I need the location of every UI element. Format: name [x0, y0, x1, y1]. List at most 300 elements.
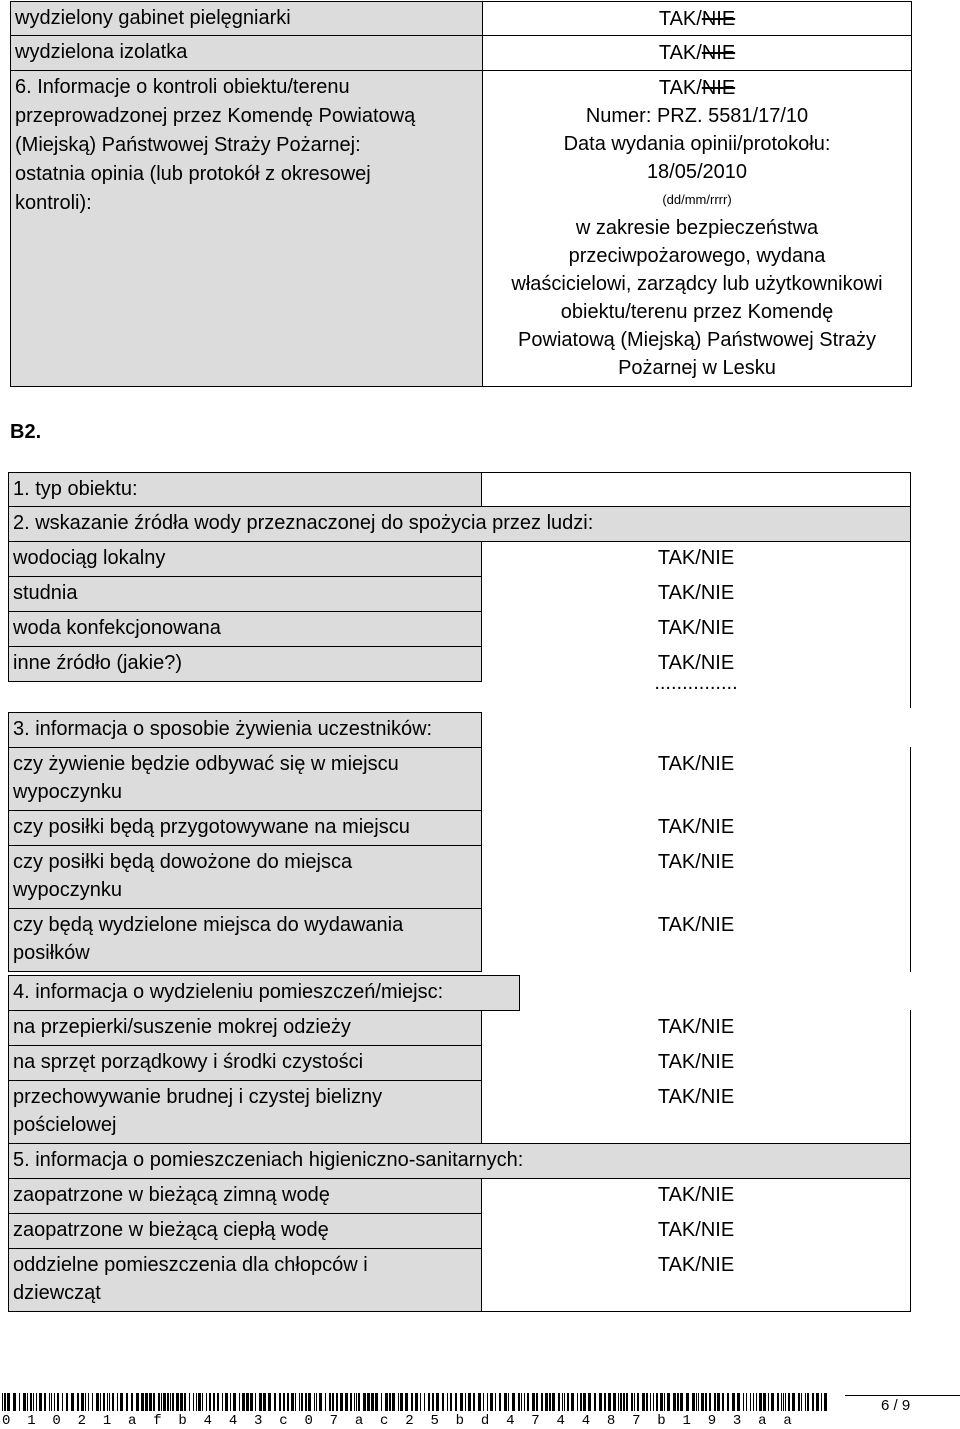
barcode-bar	[209, 1393, 211, 1411]
barcode-bar	[552, 1393, 555, 1411]
barcode-bar	[680, 1393, 683, 1411]
barcode-bar	[336, 1393, 338, 1411]
label-line: czy będą wydzielone miejsca do wydawania	[13, 914, 404, 936]
barcode-bar	[356, 1393, 357, 1411]
object-type-label-cell	[8, 472, 482, 507]
rooms-label: na przepierki/suszenie mokrej odzieży	[13, 1016, 351, 1038]
water-value: TAK/NIE	[657, 617, 735, 639]
barcode-bar	[436, 1393, 439, 1411]
feeding-value-cell	[481, 747, 911, 811]
water-label-cell	[8, 646, 482, 682]
water-label: wodociąg lokalny	[13, 547, 166, 569]
barcode-bar	[637, 1393, 639, 1411]
sanitary-value-cell	[481, 1248, 911, 1312]
rooms-label	[9, 1081, 481, 1139]
feeding-label	[9, 846, 481, 904]
barcode-bar	[499, 1393, 501, 1411]
rooms-value-cell	[481, 1010, 911, 1046]
label-line: posiłków	[13, 942, 90, 964]
scope-line: Powiatową (Miejską) Państwowej Straży	[518, 329, 876, 351]
barcode-bar	[771, 1393, 774, 1411]
barcode-bar	[673, 1393, 676, 1411]
value-column-border	[910, 1178, 911, 1312]
sanitary-label: zaopatrzone w bieżącą zimną wodę	[13, 1184, 330, 1206]
barcode-bar	[692, 1393, 695, 1411]
barcode-bar	[750, 1393, 751, 1411]
rooms-value: TAK/NIE	[657, 1086, 735, 1108]
barcode-bar	[714, 1393, 716, 1411]
water-value-cell	[481, 541, 911, 577]
barcode-bar	[701, 1393, 704, 1411]
barcode-bar	[562, 1393, 563, 1411]
barcode-bar	[698, 1393, 699, 1411]
barcode-bar	[518, 1393, 520, 1411]
barcode-bar	[705, 1393, 707, 1411]
inspection-date: 18/05/2010	[646, 161, 748, 183]
water-label: studnia	[13, 582, 78, 604]
barcode-bar	[677, 1393, 679, 1411]
water-value: TAK/NIE	[657, 652, 735, 674]
rooms-label-cell	[8, 1045, 482, 1081]
barcode-bar	[39, 1393, 42, 1411]
barcode-bar	[92, 1393, 93, 1411]
rooms-value-cell	[481, 1045, 911, 1081]
barcode-bar	[329, 1393, 331, 1411]
feeding-heading: 3. informacja o sposobie żywienia uczestników:	[13, 718, 433, 740]
barcode-bar	[759, 1393, 762, 1411]
water-heading: 2. wskazanie źródła wody przeznaczonej do spożycia przez ludzi:	[13, 512, 594, 534]
row-label-cell	[10, 1, 483, 36]
barcode-bar	[367, 1393, 370, 1411]
sanitary-value-cell	[481, 1178, 911, 1214]
barcode-bar	[527, 1393, 529, 1411]
barcode-bar	[717, 1393, 720, 1411]
barcode-bar	[571, 1393, 574, 1411]
sanitary-value: TAK/NIE	[657, 1254, 735, 1276]
inspection-date-label: Data wydania opinii/protokołu:	[563, 133, 831, 155]
value-column-border	[910, 1010, 911, 1144]
barcode-bar	[608, 1393, 611, 1411]
barcode-bar	[345, 1393, 348, 1411]
label-line: pościelowej	[13, 1114, 117, 1136]
barcode-bar	[381, 1393, 382, 1411]
barcode-bar	[291, 1393, 294, 1411]
row-label: wydzielona izolatka	[15, 41, 188, 63]
barcode-bar	[109, 1393, 110, 1411]
barcode-bar	[100, 1393, 101, 1411]
barcode-bar	[136, 1393, 139, 1411]
barcode-bar	[732, 1393, 735, 1411]
scope-line: przeciwpożarowego, wydana	[568, 245, 826, 267]
barcode-bar	[54, 1393, 55, 1411]
barcode-bar	[660, 1393, 663, 1411]
barcode-bar	[389, 1393, 391, 1411]
value-yes: TAK/	[658, 42, 702, 64]
value-column-border	[910, 747, 911, 972]
inspection-label-cell	[10, 70, 483, 387]
value-no-struck: NIE	[701, 42, 736, 64]
barcode-bar	[805, 1393, 806, 1411]
barcode-bar	[217, 1393, 219, 1411]
barcode-bar	[756, 1393, 757, 1411]
barcode-bar	[193, 1393, 194, 1411]
feeding-label	[9, 748, 481, 806]
barcode-bar	[233, 1393, 236, 1411]
barcode-bar	[599, 1393, 602, 1411]
barcode-bar	[202, 1393, 203, 1411]
barcode-bar	[487, 1393, 488, 1411]
barcode-bar	[36, 1393, 37, 1411]
barcode-bar	[442, 1393, 444, 1411]
barcode-bar	[642, 1393, 645, 1411]
barcode-bar	[709, 1393, 711, 1411]
barcode-bar	[532, 1393, 535, 1411]
barcode-bar	[371, 1393, 374, 1411]
barcode-bar	[512, 1393, 515, 1411]
barcode-bar	[19, 1393, 20, 1411]
barcode-bar	[145, 1393, 148, 1411]
barcode-bar	[653, 1393, 654, 1411]
barcode-bar	[161, 1393, 162, 1411]
label-line: wypoczynku	[13, 879, 122, 901]
sanitary-value: TAK/NIE	[657, 1184, 735, 1206]
barcode-bar	[184, 1393, 186, 1411]
row-value	[483, 36, 911, 67]
barcode-bar	[411, 1393, 413, 1411]
barcode-bar	[49, 1393, 50, 1411]
label-line: (Miejską) Państwowej Straży Pożarnej:	[15, 134, 361, 156]
barcode-bar	[405, 1393, 408, 1411]
water-value: TAK/NIE	[657, 582, 735, 604]
row-value-cell	[482, 35, 912, 71]
barcode-bar	[85, 1393, 86, 1411]
rooms-heading-cell	[8, 975, 520, 1011]
section-heading-b2: B2.	[10, 421, 42, 443]
barcode-bar	[51, 1393, 52, 1411]
barcode-bar	[650, 1393, 651, 1411]
sanitary-label-cell	[8, 1248, 482, 1312]
water-value: TAK/NIE	[657, 547, 735, 569]
barcode-bar	[7, 1393, 10, 1411]
barcode-bar	[524, 1393, 525, 1411]
barcode-bar	[656, 1393, 658, 1411]
barcode-bar	[2, 1393, 3, 1411]
barcode-bar	[242, 1393, 245, 1411]
label-line: przechowywanie brudnej i czystej bielizny	[13, 1086, 383, 1108]
barcode-bar	[686, 1393, 689, 1411]
barcode-bar	[743, 1393, 744, 1411]
row-label: wydzielony gabinet pielęgniarki	[15, 7, 291, 29]
barcode-bar	[77, 1393, 79, 1411]
barcode-bar	[375, 1393, 378, 1411]
barcode-bar	[604, 1393, 606, 1411]
feeding-label	[9, 909, 481, 967]
barcode-bar	[564, 1393, 565, 1411]
sanitary-label: zaopatrzone w bieżącą ciepłą wodę	[13, 1219, 329, 1241]
rooms-label-cell	[8, 1010, 482, 1046]
barcode-bar	[189, 1393, 190, 1411]
barcode-bar	[415, 1393, 418, 1411]
barcode-bar	[577, 1393, 578, 1411]
barcode-bar	[120, 1393, 123, 1411]
feeding-label-cell	[8, 845, 482, 909]
feeding-label: czy posiłki będą przygotowywane na miejscu	[13, 816, 410, 838]
barcode-bar	[521, 1393, 522, 1411]
water-label-cell	[8, 541, 482, 577]
barcode-bar	[473, 1393, 475, 1411]
barcode-bar	[812, 1393, 814, 1411]
feeding-value: TAK/NIE	[657, 914, 735, 936]
barcode-bar	[824, 1393, 827, 1411]
barcode-bar	[96, 1393, 99, 1411]
barcode-bar	[81, 1393, 84, 1411]
barcode-bar	[259, 1393, 262, 1411]
barcode-bar	[340, 1393, 343, 1411]
barcode-bar	[588, 1393, 591, 1411]
value-column-border	[910, 541, 911, 708]
barcode-bar	[196, 1393, 197, 1411]
barcode-bar	[549, 1393, 551, 1411]
feeding-value: TAK/NIE	[657, 851, 735, 873]
barcode-bar	[23, 1393, 26, 1411]
barcode-bar	[763, 1393, 766, 1411]
barcode-bar	[450, 1393, 452, 1411]
inspection-yes-no	[483, 71, 911, 102]
sanitary-label-cell	[8, 1178, 482, 1214]
barcode-bar	[246, 1393, 249, 1411]
barcode-bar	[447, 1393, 448, 1411]
barcode-bar	[646, 1393, 648, 1411]
barcode-bar	[821, 1393, 822, 1411]
barcode-bar	[57, 1393, 59, 1411]
water-value-cell	[481, 576, 911, 612]
feeding-value-cell	[481, 908, 911, 972]
barcode-bar	[777, 1393, 779, 1411]
barcode-bar	[424, 1393, 425, 1411]
barcode-bar	[301, 1393, 303, 1411]
feeding-heading-cell	[8, 712, 482, 748]
label-line: ostatnia opinia (lub protokół z okresowej	[15, 163, 371, 185]
barcode-bar	[460, 1393, 463, 1411]
barcode-bar	[250, 1393, 253, 1411]
water-value-cell	[481, 611, 911, 647]
barcode-bar	[788, 1393, 790, 1411]
label-line: czy żywienie będzie odbywać się w miejscu	[13, 753, 399, 775]
barcode-bar	[33, 1393, 34, 1411]
label-line: oddzielne pomieszczenia dla chłopców i	[13, 1254, 368, 1276]
barcode-bar	[785, 1393, 786, 1411]
barcode-bar	[180, 1393, 183, 1411]
barcode-bar	[620, 1393, 622, 1411]
object-type-value-cell	[481, 472, 911, 507]
label-line: dziewcząt	[13, 1282, 101, 1304]
sanitary-heading: 5. informacja o pomieszczeniach higieniczno-sanitarnych:	[13, 1149, 524, 1171]
barcode-bar	[153, 1393, 155, 1411]
barcode-bar	[126, 1393, 128, 1411]
barcode-bar	[27, 1393, 28, 1411]
barcode-bar	[308, 1393, 311, 1411]
barcode-bar	[483, 1393, 484, 1411]
barcode-bar	[792, 1393, 795, 1411]
value-yes: TAK/	[658, 77, 702, 99]
barcode-bar	[508, 1393, 509, 1411]
barcode-bar	[283, 1393, 285, 1411]
feeding-value: TAK/NIE	[657, 816, 735, 838]
table-bottom-border	[481, 1311, 911, 1312]
barcode-bar	[71, 1393, 74, 1411]
barcode-bar	[783, 1393, 784, 1411]
barcode-bar	[158, 1393, 160, 1411]
row-value	[483, 2, 911, 33]
barcode-bar	[768, 1393, 769, 1411]
rooms-heading: 4. informacja o wydzieleniu pomieszczeń/miejsc:	[13, 981, 444, 1003]
barcode-bar	[816, 1393, 819, 1411]
barcode-bar	[176, 1393, 179, 1411]
barcode-bar	[62, 1393, 63, 1411]
feeding-label-cell	[8, 908, 482, 972]
rooms-value-cell	[481, 1080, 911, 1144]
feeding-value: TAK/NIE	[657, 753, 735, 775]
barcode-bar	[332, 1393, 334, 1411]
sanitary-label-cell	[8, 1213, 482, 1249]
barcode-bar	[170, 1393, 171, 1411]
barcode-bar	[131, 1393, 133, 1411]
barcode-bar	[263, 1393, 266, 1411]
barcode-bar	[66, 1393, 68, 1411]
barcode-bar	[117, 1393, 118, 1411]
page-number: 6 / 9	[881, 1397, 911, 1414]
barcode-bar	[103, 1393, 105, 1411]
barcode-bar	[350, 1393, 352, 1411]
barcode-bar	[88, 1393, 89, 1411]
barcode-bar	[287, 1393, 289, 1411]
scope-line: w zakresie bezpieczeństwa	[575, 217, 819, 239]
barcode-bar	[455, 1393, 457, 1411]
water-label: inne źródło (jakie?)	[13, 652, 182, 674]
barcode-bar	[613, 1393, 616, 1411]
barcode-bar	[316, 1393, 317, 1411]
barcode-bar	[149, 1393, 152, 1411]
inspection-date-format: (dd/mm/rrrr)	[662, 192, 732, 207]
barcode-bar	[44, 1393, 46, 1411]
barcode-bar	[580, 1393, 582, 1411]
value-yes: TAK/	[658, 8, 702, 30]
label-line: wypoczynku	[13, 781, 122, 803]
feeding-value-cell	[481, 845, 911, 909]
scope-line: właścicielowi, zarządcy lub użytkownikowi	[511, 273, 883, 295]
barcode-bar	[495, 1393, 496, 1411]
label-line: przeprowadzonej przez Komendę Powiatową	[15, 105, 416, 127]
label-line: 6. Informacje o kontroli obiektu/terenu	[15, 76, 350, 98]
barcode-bar	[319, 1393, 322, 1411]
label-line: czy posiłki będą dowożone do miejsca	[13, 851, 353, 873]
inspection-value-cell	[482, 70, 912, 387]
inspection-scope	[483, 214, 911, 382]
water-label-cell	[8, 576, 482, 612]
barcode-bar	[274, 1393, 276, 1411]
barcode-bar	[420, 1393, 421, 1411]
barcode-bar	[222, 1393, 223, 1411]
barcode-bar	[325, 1393, 326, 1411]
row-value-cell	[482, 1, 912, 36]
barcode-bar	[392, 1393, 395, 1411]
barcode-bar	[468, 1393, 471, 1411]
feeding-label-cell	[8, 747, 482, 811]
barcode-bar	[746, 1393, 747, 1411]
barcode-bar	[30, 1393, 32, 1411]
sanitary-heading-cell	[8, 1143, 911, 1179]
scope-line: obiektu/terenu przez Komendę	[560, 301, 834, 323]
rooms-value: TAK/NIE	[657, 1016, 735, 1038]
barcode-bar	[626, 1393, 628, 1411]
water-heading-cell	[8, 506, 911, 542]
barcode-bar	[781, 1393, 782, 1411]
barcode-bar	[664, 1393, 665, 1411]
barcode-bar	[737, 1393, 740, 1411]
barcode-bar	[400, 1393, 403, 1411]
barcode-bar	[141, 1393, 144, 1411]
barcode-bar	[299, 1393, 300, 1411]
scope-line: Pożarnej w Lesku	[618, 357, 776, 379]
barcode-bar	[398, 1393, 399, 1411]
barcode-bar	[727, 1393, 729, 1411]
barcode-bar	[230, 1393, 231, 1411]
barcode-bar	[558, 1393, 560, 1411]
barcode-bar	[432, 1393, 434, 1411]
barcode-bar	[594, 1393, 596, 1411]
barcode-bar	[172, 1393, 174, 1411]
object-type-label: 1. typ obiektu:	[13, 478, 138, 500]
barcode-bar	[239, 1393, 240, 1411]
barcode-bar	[163, 1393, 166, 1411]
barcode-bar	[696, 1393, 697, 1411]
barcode-bar	[618, 1393, 619, 1411]
rooms-label-cell	[8, 1080, 482, 1144]
barcode-bar	[631, 1393, 633, 1411]
barcode-bar	[753, 1393, 754, 1411]
sanitary-value: TAK/NIE	[657, 1219, 735, 1241]
barcode-bar	[385, 1393, 388, 1411]
barcode-bar	[536, 1393, 538, 1411]
barcode-bar	[667, 1393, 670, 1411]
sanitary-value-cell	[481, 1213, 911, 1249]
barcode-bar	[107, 1393, 108, 1411]
object-type-value	[482, 473, 910, 475]
barcode-bar	[801, 1393, 802, 1411]
barcode-bar	[583, 1393, 586, 1411]
water-label: woda konfekcjonowana	[13, 617, 221, 639]
barcode-bar	[428, 1393, 430, 1411]
barcode-bar	[545, 1393, 548, 1411]
water-label-cell	[8, 611, 482, 647]
barcode-bar	[363, 1393, 366, 1411]
barcode-bar	[504, 1393, 507, 1411]
barcode-bar	[634, 1393, 635, 1411]
value-no-struck: NIE	[701, 8, 736, 30]
value-no-struck: NIE	[701, 77, 736, 99]
inspection-number: Numer: PRZ. 5581/17/10	[585, 105, 809, 127]
barcode-bar	[4, 1393, 6, 1411]
barcode-bar	[567, 1393, 569, 1411]
barcode-bar	[807, 1393, 809, 1411]
rooms-label: na sprzęt porządkowy i środki czystości	[13, 1051, 364, 1073]
barcode-bar	[112, 1393, 114, 1411]
barcode-bar	[354, 1393, 355, 1411]
barcode-bar	[167, 1393, 169, 1411]
barcode-bar	[225, 1393, 228, 1411]
barcode-bar	[13, 1393, 16, 1411]
barcode-bar	[798, 1393, 800, 1411]
